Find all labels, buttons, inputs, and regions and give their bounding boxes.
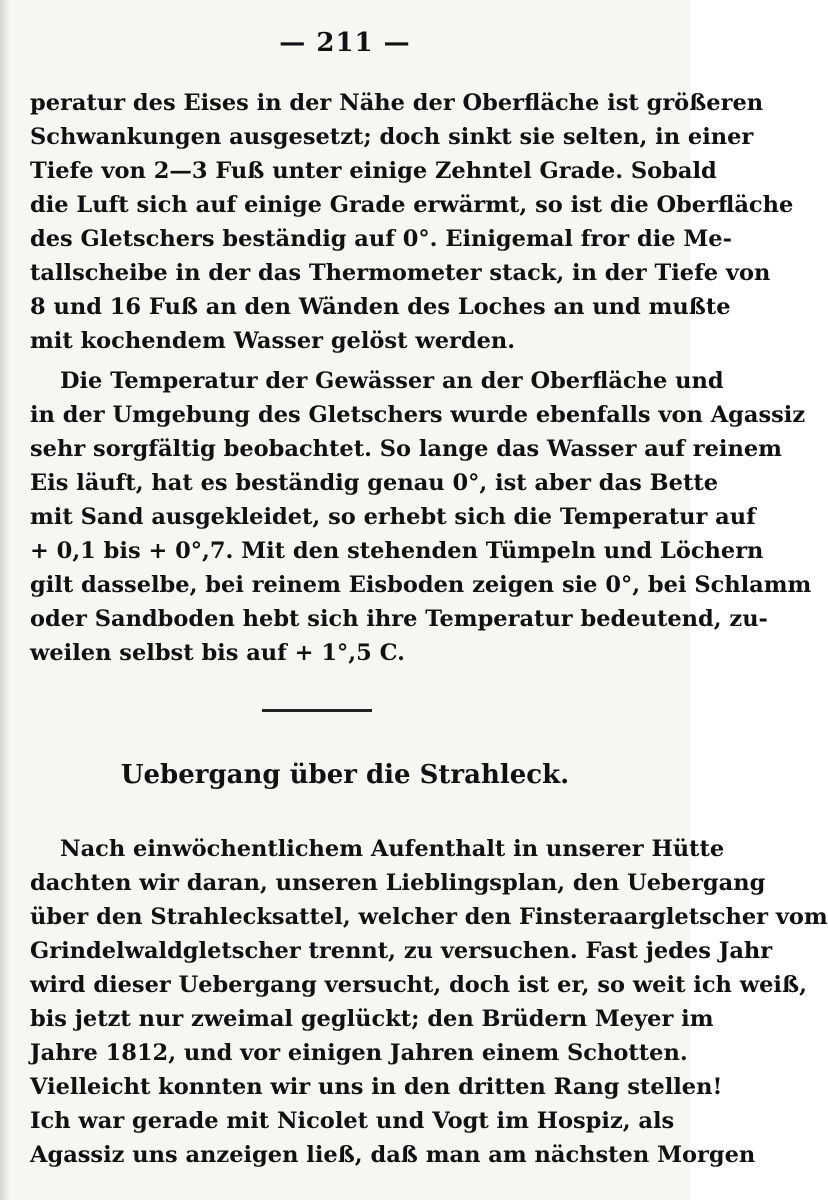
text-line: Eis läuft, hat es beständig genau 0°, ist aber das Bette bbox=[30, 470, 719, 496]
text-line: Jahre 1812, und vor einigen Jahren einem Schotten. bbox=[30, 1040, 688, 1066]
text-line: Schwankungen ausgesetzt; doch sinkt sie selten, in einer bbox=[30, 124, 754, 150]
text-line: 8 und 16 Fuß an den Wänden des Loches an und mußte bbox=[30, 294, 731, 320]
text-line: mit kochendem Wasser gelöst werden. bbox=[30, 328, 516, 354]
text-line: sehr sorgfältig beobachtet. So lange das Wasser auf reinem bbox=[30, 436, 782, 462]
text-line: peratur des Eises in der Nähe der Oberfläche ist größeren bbox=[30, 90, 764, 116]
text-line: Agassiz uns anzeigen ließ, daß man am nächsten Morgen bbox=[30, 1142, 756, 1168]
text-line: Die Temperatur der Gewässer an der Oberfläche und bbox=[60, 368, 724, 394]
text-line: über den Strahlecksattel, welcher den Finsteraargletscher vom bbox=[30, 904, 828, 930]
text-line: bis jetzt nur zweimal geglückt; den Brüdern Meyer im bbox=[30, 1006, 714, 1032]
page-number-header: — 211 — bbox=[279, 28, 411, 58]
text-line: mit Sand ausgekleidet, so erhebt sich die Temperatur auf bbox=[30, 504, 756, 530]
text-line: weilen selbst bis auf + 1°,5 C. bbox=[30, 640, 405, 666]
text-line: Nach einwöchentlichem Aufenthalt in unserer Hütte bbox=[60, 836, 725, 862]
text-line: + 0,1 bis + 0°,7. Mit den stehenden Tümpeln und Löchern bbox=[30, 538, 764, 564]
text-line: des Gletschers beständig auf 0°. Einigemal fror die Me- bbox=[30, 226, 732, 252]
text-line: wird dieser Uebergang versucht, doch ist er, so weit ich weiß, bbox=[30, 972, 807, 998]
text-line: Ich war gerade mit Nicolet und Vogt im Hospiz, als bbox=[30, 1108, 675, 1134]
text-line: die Luft sich auf einige Grade erwärmt, so ist die Oberfläche bbox=[30, 192, 794, 218]
text-line: gilt dasselbe, bei reinem Eisboden zeigen sie 0°, bei Schlamm bbox=[30, 572, 812, 598]
text-line: in der Umgebung des Gletschers wurde ebenfalls von Agassiz bbox=[30, 402, 806, 428]
text-line: oder Sandboden hebt sich ihre Temperatur bedeutend, zu- bbox=[30, 606, 768, 632]
text-line: Tiefe von 2—3 Fuß unter einige Zehntel Grade. Sobald bbox=[30, 158, 717, 184]
text-line: Vielleicht konnten wir uns in den dritten Rang stellen! bbox=[30, 1074, 723, 1100]
text-line: tallscheibe in der das Thermometer stack, in der Tiefe von bbox=[30, 260, 771, 286]
text-line: Grindelwaldgletscher trennt, zu versuchen. Fast jedes Jahr bbox=[30, 938, 773, 964]
section-divider bbox=[262, 709, 372, 712]
page-gutter-shadow bbox=[0, 0, 10, 1200]
section-heading: Uebergang über die Strahleck. bbox=[120, 760, 570, 790]
text-line: dachten wir daran, unseren Lieblingsplan, den Uebergang bbox=[30, 870, 766, 896]
